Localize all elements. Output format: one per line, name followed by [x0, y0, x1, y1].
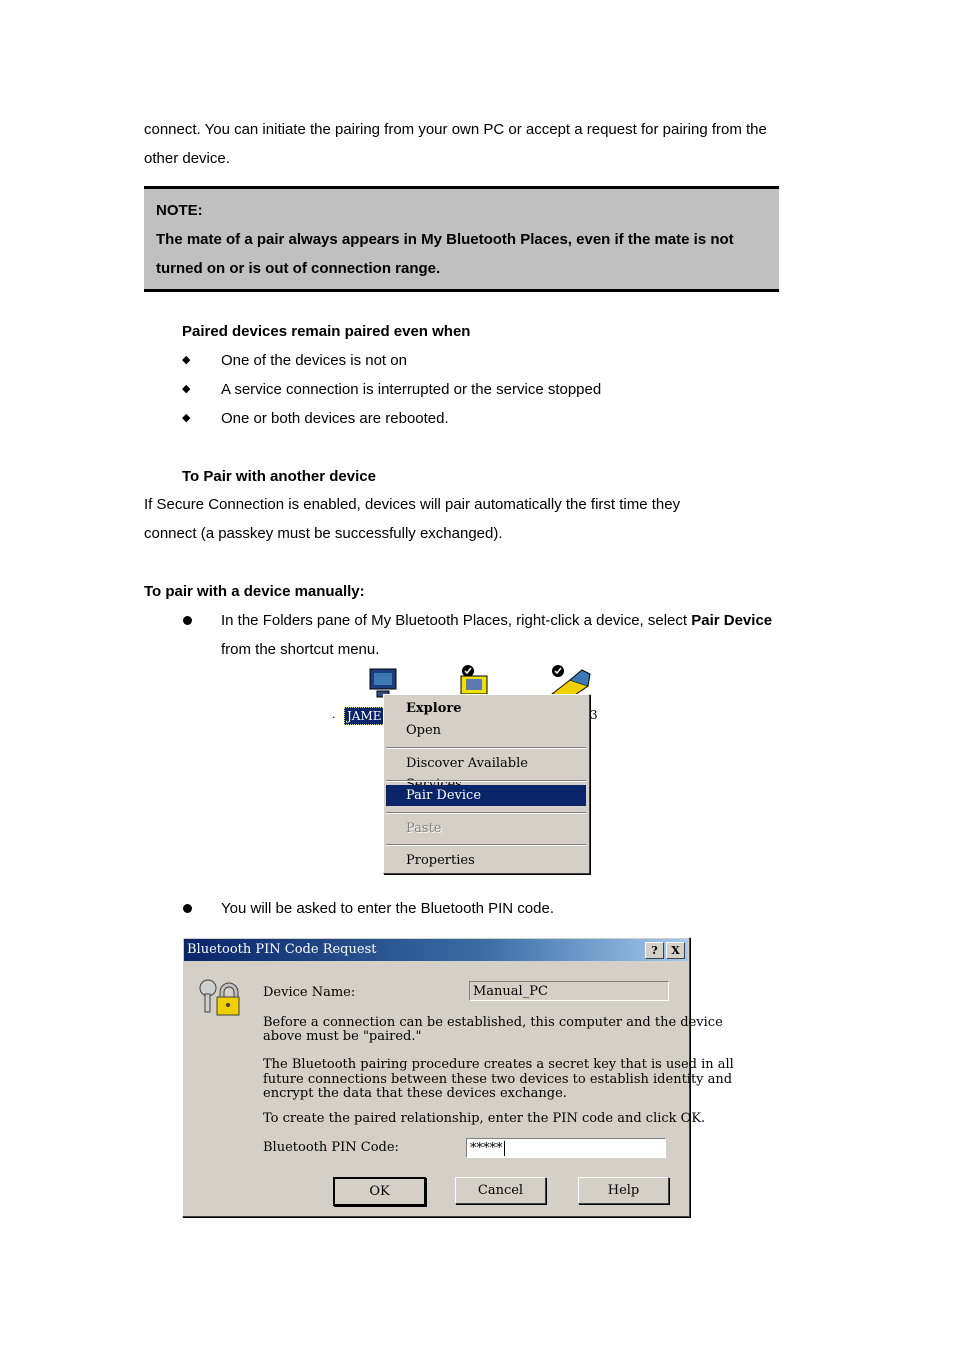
menu-separator	[386, 844, 586, 846]
pin-dialog	[182, 937, 734, 1217]
menu-separator	[386, 747, 586, 749]
diamond-bullet-icon: ◆	[182, 354, 191, 366]
diamond-bullet-icon: ◆	[182, 412, 191, 424]
paired-item-3: One or both devices are rebooted.	[221, 410, 449, 427]
menu-item-discover-services[interactable]: Discover Available	[406, 756, 528, 771]
round-bullet-icon	[183, 904, 192, 913]
pin-input[interactable]: *****	[466, 1138, 666, 1158]
device-label-partial: 3	[590, 708, 598, 722]
note-line-2: turned on or is out of connection range.	[156, 260, 441, 277]
paired-item-1: One of the devices is not on	[221, 352, 407, 369]
diamond-bullet-icon: ◆	[182, 383, 191, 395]
paired-laptop-icon[interactable]	[548, 664, 592, 698]
menu-separator	[386, 812, 586, 814]
para2-line-2: future connections between these two devices to establish identity and	[263, 1072, 733, 1087]
text-cursor	[504, 1141, 505, 1156]
dialog-titlebar[interactable]	[184, 939, 688, 961]
para1-line-1: Before a connection can be established, this computer and the device	[263, 1015, 723, 1030]
pair-heading: To Pair with another device	[182, 468, 376, 485]
paired-item-2: A service connection is interrupted or the service stopped	[221, 381, 602, 398]
menu-item-open[interactable]: Open	[406, 723, 442, 738]
intro-line-2: other device.	[144, 150, 230, 167]
manual-heading: To pair with a device manually:	[144, 583, 365, 600]
help-button[interactable]: Help	[578, 1177, 669, 1204]
dialog-title: Bluetooth PIN Code Request	[187, 942, 377, 957]
menu-item-properties[interactable]: Properties	[406, 853, 475, 868]
ok-button[interactable]: OK	[333, 1177, 426, 1206]
note-line-1: The mate of a pair always appears in My Bluetooth Places, even if the mate is not	[156, 231, 734, 248]
context-menu	[383, 694, 590, 874]
pair-device-emphasis: Pair Device	[691, 612, 773, 629]
context-menu-figure: . JAME 3 Explore Open Discover Available Pair Device Paste Properties	[330, 662, 600, 878]
pair-line-1: If Secure Connection is enabled, devices will pair automatically the first time they	[144, 496, 681, 513]
device-name-label: Device Name:	[263, 985, 356, 1000]
para3: To create the paired relationship, enter the PIN code and click OK.	[263, 1111, 706, 1126]
menu-item-pair-device[interactable]: Pair Device	[386, 785, 586, 806]
pin-label: Bluetooth PIN Code:	[263, 1140, 399, 1155]
intro-line-1: connect. You can initiate the pairing from your own PC or accept a request for pairing from the	[144, 121, 767, 138]
cancel-button[interactable]: Cancel	[455, 1177, 546, 1204]
step-1-line-2: from the shortcut menu.	[221, 641, 380, 658]
menu-item-explore[interactable]: Explore	[406, 701, 462, 716]
pair-line-2: connect (a passkey must be successfully exchanged).	[144, 525, 503, 542]
note-box	[144, 186, 779, 292]
menu-item-paste: Paste	[406, 821, 442, 836]
device-name-field: Manual_PC	[469, 981, 669, 1001]
keys-lock-icon	[196, 976, 240, 1018]
para2-line-3: encrypt the data that these devices exchange.	[263, 1086, 567, 1101]
step-2: You will be asked to enter the Bluetooth PIN code.	[221, 900, 554, 917]
menu-separator	[386, 780, 586, 782]
device-label-selected[interactable]: JAME	[344, 707, 385, 725]
para1-line-2: above must be "paired."	[263, 1029, 422, 1044]
paired-heading: Paired devices remain paired even when	[182, 323, 471, 340]
help-title-button[interactable]: ?	[645, 942, 664, 959]
step-1-line-1: In the Folders pane of My Bluetooth Places, right-click a device, select Pair Device	[221, 612, 773, 629]
note-label: NOTE:	[156, 202, 203, 219]
round-bullet-icon	[183, 616, 192, 625]
para2-line-1: The Bluetooth pairing procedure creates a secret key that is used in all	[263, 1057, 734, 1072]
close-button[interactable]: X	[666, 942, 685, 959]
